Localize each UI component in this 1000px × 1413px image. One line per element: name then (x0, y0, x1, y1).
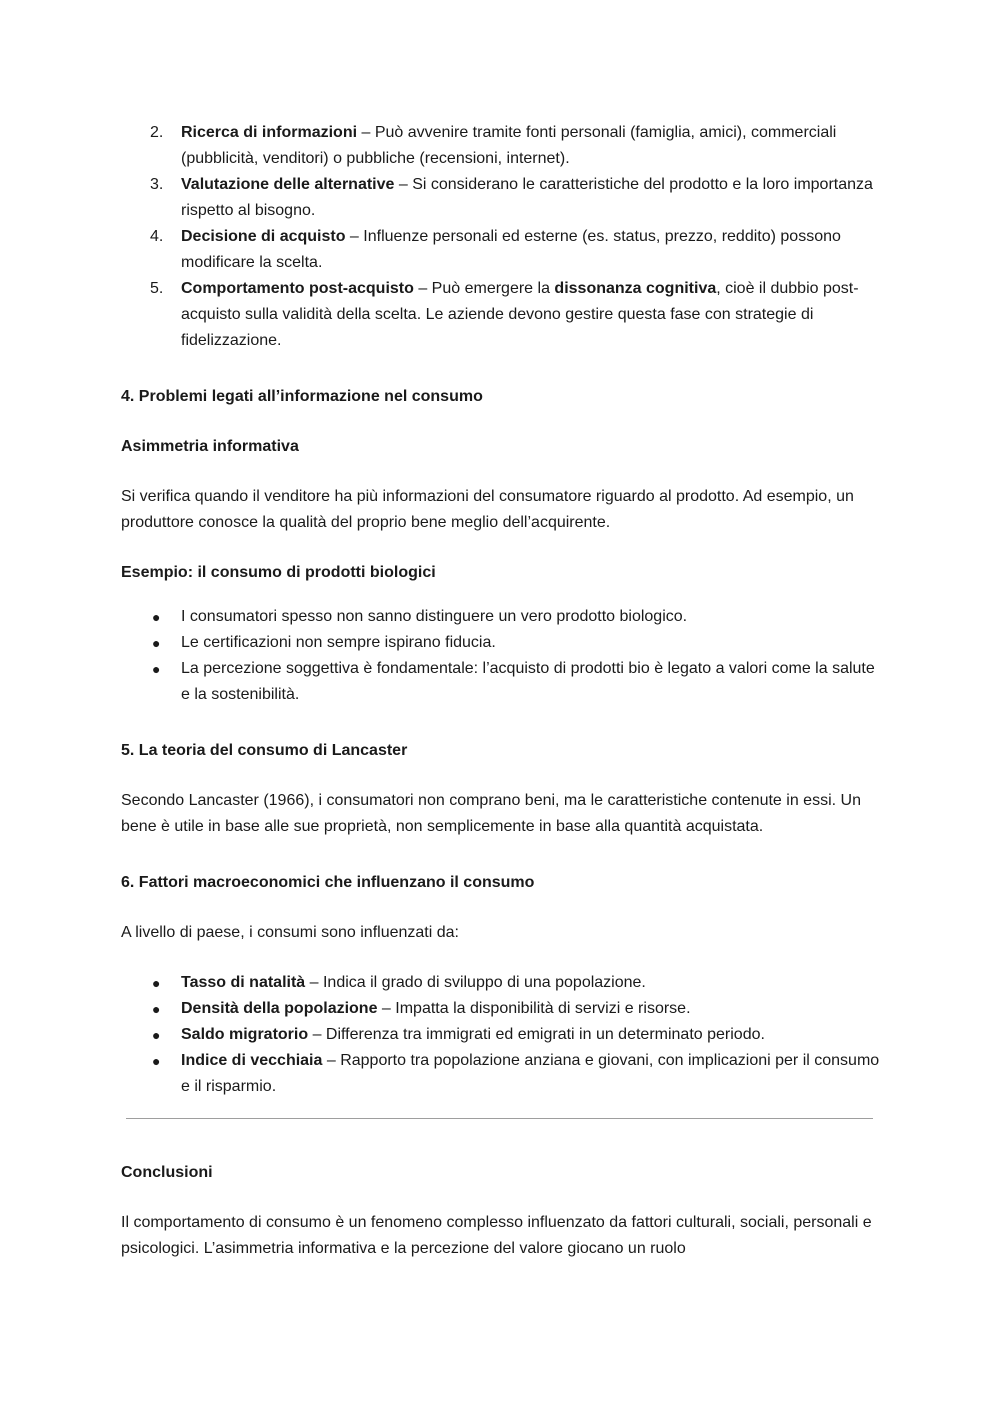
list-item (121, 224, 886, 276)
step-text: – Si considerano le caratteristiche del prodotto e la loro importanza rispetto al bisogno. (181, 176, 873, 219)
bullet-icon: ● (152, 635, 161, 651)
document-body (121, 120, 886, 1100)
list-item (121, 1022, 886, 1048)
lancaster-paragraph: Secondo Lancaster (1966), i consumatori non comprano beni, ma le caratteristiche contenute in essi. Un bene è utile in base alle sue proprietà, non semplicemente in base alla quantità acquistata. (121, 792, 861, 835)
list-item (121, 1048, 886, 1100)
list-item (121, 120, 886, 172)
bullet-text: Le certificazioni non sempre ispirano fiducia. (181, 634, 496, 651)
factor-title: Indice di vecchiaia (181, 1052, 323, 1069)
bullet-icon: ● (152, 661, 161, 677)
bullet-text: I consumatori spesso non sanno distinguere un vero prodotto biologico. (181, 608, 688, 625)
organic-bullets-list (121, 604, 886, 708)
list-number: 3. (150, 176, 164, 193)
section-4-heading: 4. Problemi legati all’informazione nel consumo (121, 388, 483, 405)
asymmetry-paragraph: Si verifica quando il venditore ha più informazioni del consumatore riguardo al prodotto. Ad esempio, un produttore conosce la qualità del proprio bene meglio dell’acquirente. (121, 488, 854, 531)
factor-text: – Impatta la disponibilità di servizi e risorse. (377, 1000, 691, 1017)
list-item (121, 970, 886, 996)
conclusion-section (121, 1160, 886, 1262)
step-emphasis: dissonanza cognitiva (554, 280, 717, 297)
list-number: 4. (150, 228, 164, 245)
macro-factors-list (121, 970, 886, 1100)
step-title: Ricerca di informazioni (181, 124, 358, 141)
macro-intro: A livello di paese, i consumi sono influenzati da: (121, 924, 459, 941)
list-number: 5. (150, 280, 164, 297)
list-item (121, 276, 886, 354)
bullet-text: La percezione soggettiva è fondamentale: l’acquisto di prodotti bio è legato a valori come la salute e la sostenibilità. (181, 660, 875, 703)
step-text: , cioè il dubbio post-acquisto sulla validità della scelta. Le aziende devono gestire questa fase con strategie di fidelizzazione. (181, 280, 859, 349)
asymmetry-subheading: Asimmetria informativa (121, 438, 299, 455)
list-item (121, 656, 886, 708)
factor-title: Densità della popolazione (181, 1000, 378, 1017)
bullet-icon: ● (152, 1053, 161, 1069)
step-title: Valutazione delle alternative (181, 176, 395, 193)
factor-text: – Rapporto tra popolazione anziana e giovani, con implicazioni per il consumo e il risparmio. (181, 1052, 880, 1095)
factor-text: – Differenza tra immigrati ed emigrati in un determinato periodo. (308, 1026, 765, 1043)
list-item (121, 630, 886, 656)
horizontal-divider (126, 1118, 873, 1119)
process-steps-list (121, 120, 886, 354)
list-item (121, 604, 886, 630)
step-text: – Può emergere la (413, 280, 555, 297)
section-6-heading: 6. Fattori macroeconomici che influenzano il consumo (121, 874, 535, 891)
bullet-icon: ● (152, 1001, 161, 1017)
list-item (121, 172, 886, 224)
step-text: – Può avvenire tramite fonti personali (famiglia, amici), commerciali (pubblicità, venditori) o pubbliche (recensioni, internet). (181, 124, 837, 167)
factor-title: Tasso di natalità (181, 974, 306, 991)
step-title: Comportamento post-acquisto (181, 280, 414, 297)
list-item (121, 996, 886, 1022)
section-5-heading: 5. La teoria del consumo di Lancaster (121, 742, 408, 759)
bullet-icon: ● (152, 1027, 161, 1043)
conclusion-paragraph: Il comportamento di consumo è un fenomeno complesso influenzato da fattori culturali, sociali, personali e psicologici. L’asimmetria informativa e la percezione del valore giocano un ruolo (121, 1214, 872, 1257)
factor-text: – Indica il grado di sviluppo di una popolazione. (305, 974, 646, 991)
step-title: Decisione di acquisto (181, 228, 346, 245)
bullet-icon: ● (152, 609, 161, 625)
list-number: 2. (150, 124, 164, 141)
organic-example-subheading: Esempio: il consumo di prodotti biologici (121, 564, 436, 581)
conclusion-heading: Conclusioni (121, 1164, 213, 1181)
factor-title: Saldo migratorio (181, 1026, 309, 1043)
bullet-icon: ● (152, 975, 161, 991)
step-text: – Influenze personali ed esterne (es. status, prezzo, reddito) possono modificare la scelta. (181, 228, 841, 271)
